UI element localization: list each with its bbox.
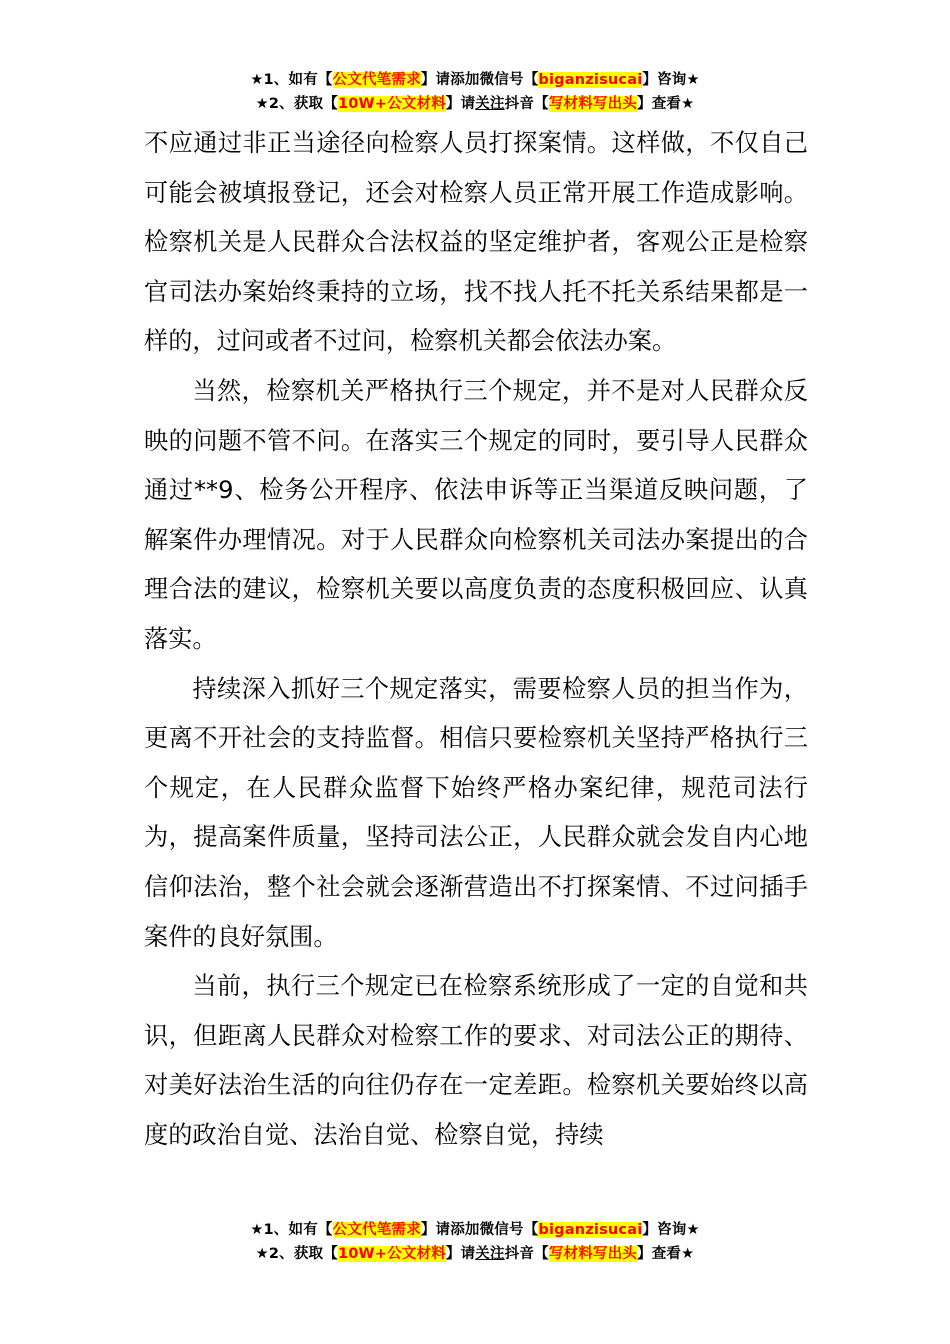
footer-line-2 (0, 1242, 950, 1266)
footer-line-2-suffix: 】查看★ (637, 1246, 695, 1262)
underlined-follow: 关注 (475, 1246, 505, 1262)
highlight-service-request: 公文代笔需求 (332, 72, 421, 88)
footer-line-1-middle: 】请添加微信号【 (420, 1222, 539, 1238)
highlight-service-request: 公文代笔需求 (332, 1222, 421, 1238)
highlight-wechat-id: biganzisucai (538, 72, 643, 88)
header-banner (0, 68, 950, 116)
footer-line-1 (0, 1218, 950, 1242)
highlight-materials: 10W+公文材料 (337, 1246, 446, 1262)
header-line-1-prefix: ★1、如有【 (250, 72, 333, 88)
paragraph-4: 当前，执行三个规定已在检察系统形成了一定的自觉和共识，但距离人民群众对检察工作的要求、对司法公正的期待、对美好法治生活的向往仍存在一定差距。检察机关要始终以高度的政治自觉、法治自觉、检察自觉，持续 (144, 972, 808, 1149)
header-line-2-middle-1: 】请 (445, 96, 476, 112)
paragraph-2: 当然，检察机关严格执行三个规定，并不是对人民群众反映的问题不管不问。在落实三个规定的同时，要引导人民群众通过**9、检务公开程序、依法申诉等正当渠道反映问题，了解案件办理情况。对于人民群众向检察机关司法办案提出的合理合法的建议，检察机关要以高度负责的态度积极回应、认真落实。 (144, 376, 808, 653)
highlight-wechat-id: biganzisucai (538, 1222, 643, 1238)
header-line-2-suffix: 】查看★ (637, 96, 695, 112)
header-line-2 (0, 92, 950, 116)
document-body (144, 119, 808, 1160)
paragraph-1: 不应通过非正当途径向检察人员打探案情。这样做，不仅自己可能会被填报登记，还会对检察人员正常开展工作造成影响。检察机关是人民群众合法权益的坚定维护者，客观公正是检察官司法办案始终秉持的立场，找不找人托不托关系结果都是一样的，过问或者不过问，检察机关都会依法办案。 (144, 129, 808, 356)
footer-banner (0, 1218, 950, 1266)
highlight-materials: 10W+公文材料 (337, 96, 446, 112)
footer-line-2-middle-2: 抖音【 (504, 1246, 549, 1262)
header-line-2-prefix: ★2、获取【 (255, 96, 338, 112)
underlined-follow: 关注 (475, 96, 505, 112)
highlight-douyin-account: 写材料写出头 (548, 96, 638, 112)
footer-line-1-suffix: 】咨询★ (642, 1222, 700, 1238)
header-line-2-middle-2: 抖音【 (504, 96, 549, 112)
highlight-douyin-account: 写材料写出头 (548, 1246, 638, 1262)
footer-line-2-prefix: ★2、获取【 (255, 1246, 338, 1262)
footer-line-2-middle-1: 】请 (445, 1246, 476, 1262)
header-line-1-suffix: 】咨询★ (642, 72, 700, 88)
footer-line-1-prefix: ★1、如有【 (250, 1222, 333, 1238)
header-line-1 (0, 68, 950, 92)
header-line-1-middle: 】请添加微信号【 (420, 72, 539, 88)
paragraph-3: 持续深入抓好三个规定落实，需要检察人员的担当作为，更离不开社会的支持监督。相信只要检察机关坚持严格执行三个规定，在人民群众监督下始终严格办案纪律，规范司法行为，提高案件质量，坚持司法公正，人民群众就会发自内心地信仰法治，整个社会就会逐渐营造出不打探案情、不过问插手案件的良好氛围。 (144, 674, 808, 951)
